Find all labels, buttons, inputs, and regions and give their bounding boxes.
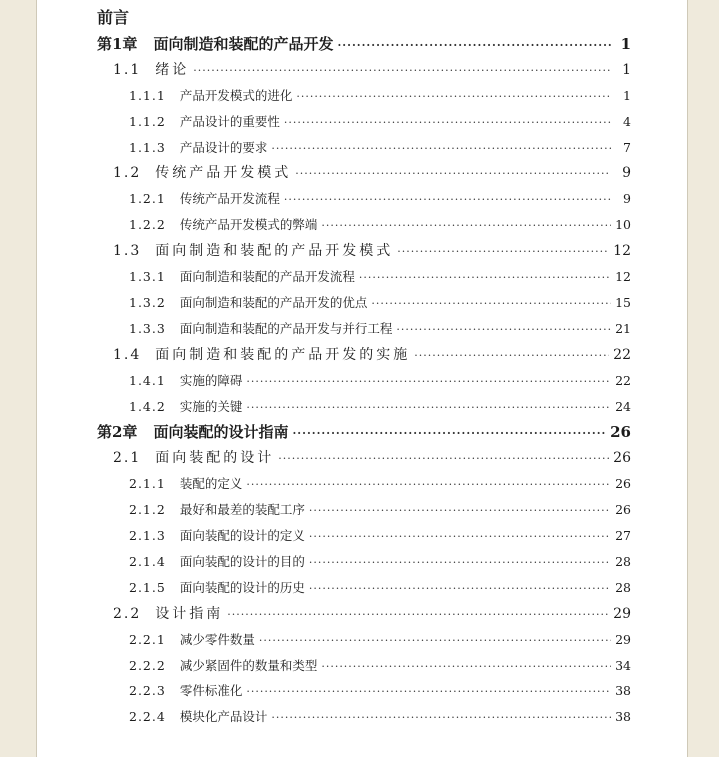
page-number: 1 [622, 61, 631, 78]
page-number: 34 [615, 657, 631, 673]
entry-title: 最好和最差的装配工序 [179, 502, 305, 518]
toc-subsection [129, 577, 631, 599]
entry-title: 产品开发模式的进化 [179, 87, 293, 103]
page-number: 26 [613, 450, 631, 467]
entry-title: 减少紧固件的数量和类型 [179, 657, 318, 673]
page-number: 24 [615, 398, 631, 414]
entry-title: 面向制造和装配的产品开发与并行工程 [179, 320, 393, 336]
dot-leader [414, 345, 609, 367]
entry-title: 零件标准化 [179, 683, 243, 699]
entry-title: 实施的关键 [179, 398, 243, 414]
dot-leader [397, 241, 609, 263]
page-number: 26 [615, 502, 631, 518]
page-number: 12 [615, 269, 631, 284]
entry-number: 2.1.2 [129, 502, 166, 518]
entry-number: 2.1.3 [129, 528, 166, 543]
entry-number: 1.2.2 [129, 217, 166, 233]
dot-leader [309, 552, 611, 574]
toc-subsection [129, 292, 631, 314]
dot-leader [284, 189, 611, 211]
entry-title: 传统产品开发模式 [155, 165, 292, 182]
dot-leader [271, 138, 611, 160]
toc-subsection [129, 655, 631, 677]
toc-subsection [129, 680, 631, 702]
dot-leader [246, 474, 611, 496]
page-number: 28 [615, 553, 631, 569]
page-number: 21 [615, 320, 631, 336]
entry-title: 面向装配的设计的目的 [179, 553, 305, 569]
page-number: 26 [615, 476, 631, 492]
dot-leader [271, 707, 611, 729]
page-number: 7 [623, 139, 631, 155]
entry-title: 减少零件数量 [179, 631, 255, 647]
toc-subsection [129, 85, 631, 107]
entry-title: 产品设计的重要性 [179, 113, 280, 129]
entry-title: 面向装配的设计的定义 [179, 528, 305, 543]
dot-leader [246, 681, 611, 703]
toc-subsection [129, 111, 631, 133]
dot-leader [246, 397, 611, 419]
dot-leader [321, 656, 611, 678]
dot-leader [227, 604, 609, 626]
toc-subsection [129, 137, 631, 159]
page-number: 1 [623, 87, 631, 103]
entry-title: 产品设计的要求 [179, 139, 268, 155]
entry-title: 面向装配的设计 [155, 450, 275, 467]
entry-number: 2.2.1 [129, 631, 166, 647]
entry-number: 1.3.2 [129, 294, 166, 310]
dot-leader [284, 112, 611, 134]
entry-title: 面向制造和装配的产品开发的实施 [155, 346, 411, 363]
entry-title: 面向制造和装配的产品开发的优点 [179, 294, 368, 310]
dot-leader [278, 448, 609, 470]
entry-number: 1.1.1 [129, 87, 166, 103]
entry-number: 1.4.1 [129, 372, 166, 388]
entry-number: 1.1.3 [129, 139, 166, 155]
dot-leader [193, 60, 611, 82]
page-number: 29 [615, 631, 631, 647]
entry-title: 设计指南 [155, 605, 224, 622]
entry-number: 2.1 [113, 450, 142, 467]
entry-number: 1.1.2 [129, 113, 166, 129]
toc-section [113, 59, 631, 81]
entry-number: 2.1.4 [129, 553, 166, 569]
toc-subsection [129, 214, 631, 236]
toc-subsection [129, 318, 631, 340]
toc-subsection [129, 370, 631, 392]
entry-number: 1.3.3 [129, 320, 166, 336]
book-page [36, 0, 688, 757]
dot-leader [246, 371, 611, 393]
dot-leader [309, 500, 611, 522]
dot-leader [296, 86, 611, 108]
toc-section [113, 344, 631, 366]
dot-leader [292, 423, 606, 445]
dot-leader [359, 267, 611, 289]
entry-title: 装配的定义 [179, 476, 243, 492]
entry-number: 1.2 [113, 165, 142, 182]
dot-leader [259, 630, 611, 652]
page-number: 38 [615, 683, 631, 699]
toc-subsection [129, 473, 631, 495]
dot-leader [396, 319, 611, 341]
entry-number: 2.1.1 [129, 476, 166, 492]
dot-leader [295, 163, 611, 185]
page-number: 12 [613, 243, 631, 260]
page-number: 38 [615, 709, 631, 725]
entry-title: 实施的障碍 [179, 372, 243, 388]
page-number: 10 [615, 217, 631, 233]
toc-subsection [129, 499, 631, 521]
entry-number: 第1章 [97, 34, 138, 53]
toc-section [113, 603, 631, 625]
entry-title: 面向制造和装配的产品开发 [153, 34, 334, 53]
dot-leader [309, 578, 611, 600]
toc-subsection [129, 266, 631, 288]
entry-number: 1.2.1 [129, 191, 166, 207]
toc-chapter [97, 33, 631, 55]
page-number: 27 [615, 528, 631, 543]
page-number: 22 [613, 346, 631, 363]
toc-subsection [129, 706, 631, 728]
entry-title: 面向装配的设计指南 [153, 423, 289, 442]
entry-number: 1.3 [113, 243, 142, 260]
entry-number: 1.1 [113, 61, 142, 78]
entry-number: 2.2.4 [129, 709, 166, 725]
entry-number: 1.4.2 [129, 398, 166, 414]
toc-subsection [129, 551, 631, 573]
table-of-contents [37, 0, 689, 757]
preface-title: 前言 [97, 8, 130, 27]
entry-title: 面向制造和装配的产品开发流程 [179, 269, 355, 284]
entry-title: 模块化产品设计 [179, 709, 268, 725]
dot-leader [371, 293, 611, 315]
toc-subsection [129, 396, 631, 418]
entry-number: 2.2 [113, 605, 142, 622]
page-number: 9 [622, 165, 631, 182]
page-number: 29 [613, 605, 631, 622]
toc-subsection [129, 525, 631, 547]
toc-section [113, 162, 631, 184]
entry-title: 传统产品开发模式的弊端 [179, 217, 318, 233]
entry-number: 1.4 [113, 346, 142, 363]
page-number: 26 [610, 423, 631, 442]
dot-leader [321, 215, 611, 237]
entry-title: 绪论 [155, 61, 190, 78]
page-number: 15 [615, 294, 631, 310]
dot-leader [337, 35, 611, 57]
entry-title: 传统产品开发流程 [179, 191, 280, 207]
entry-number: 第2章 [97, 423, 138, 442]
entry-number: 2.1.5 [129, 579, 166, 595]
page-number: 28 [615, 579, 631, 595]
entry-title: 面向装配的设计的历史 [179, 579, 305, 595]
entry-title: 面向制造和装配的产品开发模式 [155, 243, 394, 260]
dot-leader [309, 526, 611, 548]
page-number: 1 [620, 34, 631, 53]
toc-subsection [129, 629, 631, 651]
toc-preface [97, 7, 129, 29]
entry-number: 2.2.3 [129, 683, 166, 699]
toc-subsection [129, 188, 631, 210]
page-number: 22 [615, 372, 631, 388]
toc-section [113, 447, 631, 469]
page-number: 4 [623, 113, 631, 129]
entry-number: 1.3.1 [129, 269, 166, 284]
page-number: 9 [623, 191, 631, 207]
entry-number: 2.2.2 [129, 657, 166, 673]
toc-section [113, 240, 631, 262]
toc-chapter [97, 421, 631, 443]
